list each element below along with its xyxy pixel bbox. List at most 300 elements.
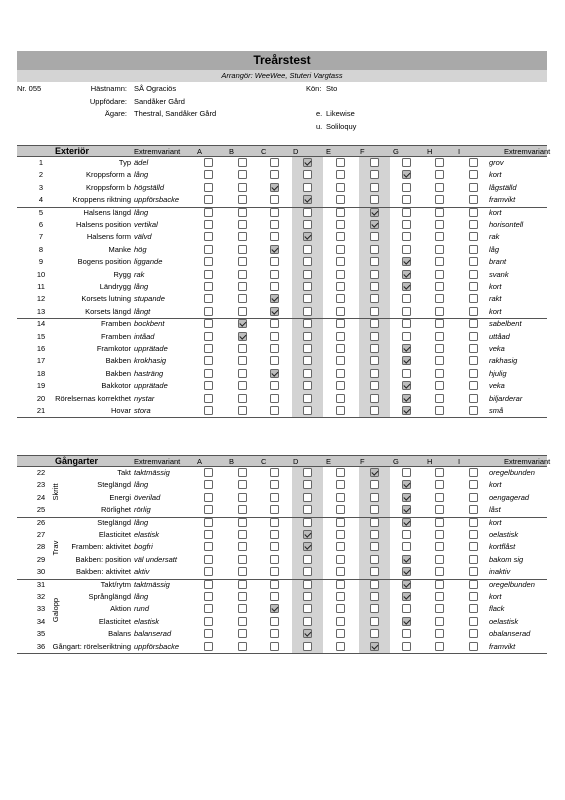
checkbox-a[interactable]	[204, 232, 213, 241]
checkbox-b[interactable]	[238, 282, 247, 291]
checkbox-c[interactable]	[270, 220, 279, 229]
checkbox-i[interactable]	[469, 592, 478, 601]
checkbox-g[interactable]	[402, 307, 411, 316]
checkbox-g[interactable]	[402, 220, 411, 229]
checkbox-i[interactable]	[469, 319, 478, 328]
checkbox-f[interactable]	[370, 369, 379, 378]
checkbox-e[interactable]	[336, 381, 345, 390]
checkbox-b[interactable]	[238, 158, 247, 167]
checkbox-g[interactable]	[402, 369, 411, 378]
checkbox-b[interactable]	[238, 307, 247, 316]
checkbox-a[interactable]	[204, 542, 213, 551]
checkbox-i[interactable]	[469, 629, 478, 638]
checkbox-f[interactable]	[370, 282, 379, 291]
checkbox-h[interactable]	[435, 505, 444, 514]
checkbox-d[interactable]	[303, 480, 312, 489]
checkbox-d[interactable]	[303, 282, 312, 291]
checkbox-d[interactable]	[303, 493, 312, 502]
checkbox-b[interactable]	[238, 555, 247, 564]
checkbox-a[interactable]	[204, 468, 213, 477]
checkbox-h[interactable]	[435, 406, 444, 415]
checkbox-h[interactable]	[435, 332, 444, 341]
checkbox-c[interactable]	[270, 518, 279, 527]
checkbox-c[interactable]	[270, 555, 279, 564]
checkbox-g[interactable]	[402, 270, 411, 279]
checkbox-c[interactable]	[270, 158, 279, 167]
checkbox-h[interactable]	[435, 629, 444, 638]
checkbox-h[interactable]	[435, 170, 444, 179]
checkbox-h[interactable]	[435, 642, 444, 651]
checkbox-f[interactable]	[370, 642, 379, 651]
checkbox-h[interactable]	[435, 257, 444, 266]
checkbox-d[interactable]	[303, 505, 312, 514]
checkbox-f[interactable]	[370, 480, 379, 489]
checkbox-a[interactable]	[204, 307, 213, 316]
checkbox-a[interactable]	[204, 208, 213, 217]
checkbox-g[interactable]	[402, 257, 411, 266]
checkbox-b[interactable]	[238, 604, 247, 613]
checkbox-b[interactable]	[238, 493, 247, 502]
checkbox-b[interactable]	[238, 530, 247, 539]
checkbox-c[interactable]	[270, 542, 279, 551]
checkbox-g[interactable]	[402, 555, 411, 564]
checkbox-f[interactable]	[370, 183, 379, 192]
checkbox-h[interactable]	[435, 270, 444, 279]
checkbox-f[interactable]	[370, 332, 379, 341]
checkbox-i[interactable]	[469, 232, 478, 241]
checkbox-b[interactable]	[238, 505, 247, 514]
checkbox-f[interactable]	[370, 505, 379, 514]
checkbox-b[interactable]	[238, 183, 247, 192]
checkbox-a[interactable]	[204, 530, 213, 539]
checkbox-g[interactable]	[402, 642, 411, 651]
checkbox-h[interactable]	[435, 580, 444, 589]
checkbox-h[interactable]	[435, 208, 444, 217]
checkbox-d[interactable]	[303, 232, 312, 241]
checkbox-f[interactable]	[370, 617, 379, 626]
checkbox-g[interactable]	[402, 406, 411, 415]
checkbox-c[interactable]	[270, 468, 279, 477]
checkbox-f[interactable]	[370, 356, 379, 365]
checkbox-c[interactable]	[270, 604, 279, 613]
checkbox-h[interactable]	[435, 530, 444, 539]
checkbox-a[interactable]	[204, 270, 213, 279]
checkbox-c[interactable]	[270, 208, 279, 217]
checkbox-i[interactable]	[469, 208, 478, 217]
checkbox-c[interactable]	[270, 580, 279, 589]
checkbox-f[interactable]	[370, 195, 379, 204]
checkbox-a[interactable]	[204, 356, 213, 365]
checkbox-e[interactable]	[336, 567, 345, 576]
checkbox-i[interactable]	[469, 406, 478, 415]
checkbox-c[interactable]	[270, 394, 279, 403]
checkbox-i[interactable]	[469, 344, 478, 353]
checkbox-a[interactable]	[204, 604, 213, 613]
checkbox-c[interactable]	[270, 232, 279, 241]
checkbox-c[interactable]	[270, 505, 279, 514]
checkbox-c[interactable]	[270, 270, 279, 279]
checkbox-b[interactable]	[238, 356, 247, 365]
checkbox-a[interactable]	[204, 642, 213, 651]
checkbox-b[interactable]	[238, 170, 247, 179]
checkbox-c[interactable]	[270, 332, 279, 341]
checkbox-i[interactable]	[469, 604, 478, 613]
checkbox-h[interactable]	[435, 592, 444, 601]
checkbox-i[interactable]	[469, 642, 478, 651]
checkbox-i[interactable]	[469, 530, 478, 539]
checkbox-d[interactable]	[303, 332, 312, 341]
checkbox-a[interactable]	[204, 344, 213, 353]
checkbox-f[interactable]	[370, 294, 379, 303]
checkbox-a[interactable]	[204, 294, 213, 303]
checkbox-a[interactable]	[204, 518, 213, 527]
checkbox-f[interactable]	[370, 518, 379, 527]
checkbox-g[interactable]	[402, 232, 411, 241]
checkbox-b[interactable]	[238, 642, 247, 651]
checkbox-a[interactable]	[204, 381, 213, 390]
checkbox-g[interactable]	[402, 567, 411, 576]
checkbox-e[interactable]	[336, 629, 345, 638]
checkbox-a[interactable]	[204, 567, 213, 576]
checkbox-i[interactable]	[469, 294, 478, 303]
checkbox-i[interactable]	[469, 567, 478, 576]
checkbox-f[interactable]	[370, 406, 379, 415]
checkbox-e[interactable]	[336, 617, 345, 626]
checkbox-e[interactable]	[336, 183, 345, 192]
checkbox-d[interactable]	[303, 270, 312, 279]
checkbox-c[interactable]	[270, 344, 279, 353]
checkbox-i[interactable]	[469, 369, 478, 378]
checkbox-h[interactable]	[435, 307, 444, 316]
checkbox-f[interactable]	[370, 493, 379, 502]
checkbox-c[interactable]	[270, 642, 279, 651]
checkbox-c[interactable]	[270, 170, 279, 179]
checkbox-g[interactable]	[402, 195, 411, 204]
checkbox-h[interactable]	[435, 493, 444, 502]
checkbox-b[interactable]	[238, 468, 247, 477]
checkbox-b[interactable]	[238, 319, 247, 328]
checkbox-e[interactable]	[336, 580, 345, 589]
checkbox-d[interactable]	[303, 617, 312, 626]
checkbox-h[interactable]	[435, 183, 444, 192]
checkbox-c[interactable]	[270, 369, 279, 378]
checkbox-h[interactable]	[435, 604, 444, 613]
checkbox-i[interactable]	[469, 170, 478, 179]
checkbox-i[interactable]	[469, 270, 478, 279]
checkbox-a[interactable]	[204, 592, 213, 601]
checkbox-f[interactable]	[370, 555, 379, 564]
checkbox-e[interactable]	[336, 555, 345, 564]
checkbox-c[interactable]	[270, 356, 279, 365]
checkbox-f[interactable]	[370, 629, 379, 638]
checkbox-h[interactable]	[435, 381, 444, 390]
checkbox-g[interactable]	[402, 282, 411, 291]
checkbox-i[interactable]	[469, 195, 478, 204]
checkbox-d[interactable]	[303, 394, 312, 403]
checkbox-h[interactable]	[435, 542, 444, 551]
checkbox-g[interactable]	[402, 530, 411, 539]
checkbox-i[interactable]	[469, 158, 478, 167]
checkbox-c[interactable]	[270, 195, 279, 204]
checkbox-b[interactable]	[238, 580, 247, 589]
checkbox-g[interactable]	[402, 468, 411, 477]
checkbox-b[interactable]	[238, 592, 247, 601]
checkbox-g[interactable]	[402, 208, 411, 217]
checkbox-f[interactable]	[370, 592, 379, 601]
checkbox-e[interactable]	[336, 505, 345, 514]
checkbox-a[interactable]	[204, 170, 213, 179]
checkbox-i[interactable]	[469, 555, 478, 564]
checkbox-c[interactable]	[270, 319, 279, 328]
checkbox-d[interactable]	[303, 567, 312, 576]
checkbox-e[interactable]	[336, 245, 345, 254]
checkbox-d[interactable]	[303, 319, 312, 328]
checkbox-e[interactable]	[336, 394, 345, 403]
checkbox-e[interactable]	[336, 232, 345, 241]
checkbox-e[interactable]	[336, 158, 345, 167]
checkbox-e[interactable]	[336, 530, 345, 539]
checkbox-g[interactable]	[402, 518, 411, 527]
checkbox-i[interactable]	[469, 307, 478, 316]
checkbox-g[interactable]	[402, 294, 411, 303]
checkbox-f[interactable]	[370, 567, 379, 576]
checkbox-a[interactable]	[204, 493, 213, 502]
checkbox-a[interactable]	[204, 245, 213, 254]
checkbox-h[interactable]	[435, 518, 444, 527]
checkbox-b[interactable]	[238, 232, 247, 241]
checkbox-e[interactable]	[336, 592, 345, 601]
checkbox-a[interactable]	[204, 158, 213, 167]
checkbox-g[interactable]	[402, 617, 411, 626]
checkbox-d[interactable]	[303, 629, 312, 638]
checkbox-g[interactable]	[402, 480, 411, 489]
checkbox-e[interactable]	[336, 220, 345, 229]
checkbox-g[interactable]	[402, 319, 411, 328]
checkbox-c[interactable]	[270, 307, 279, 316]
checkbox-i[interactable]	[469, 468, 478, 477]
checkbox-f[interactable]	[370, 542, 379, 551]
checkbox-i[interactable]	[469, 617, 478, 626]
checkbox-a[interactable]	[204, 332, 213, 341]
checkbox-d[interactable]	[303, 580, 312, 589]
checkbox-d[interactable]	[303, 344, 312, 353]
checkbox-a[interactable]	[204, 555, 213, 564]
checkbox-i[interactable]	[469, 480, 478, 489]
checkbox-c[interactable]	[270, 294, 279, 303]
checkbox-d[interactable]	[303, 406, 312, 415]
checkbox-e[interactable]	[336, 468, 345, 477]
checkbox-b[interactable]	[238, 406, 247, 415]
checkbox-e[interactable]	[336, 195, 345, 204]
checkbox-i[interactable]	[469, 381, 478, 390]
checkbox-a[interactable]	[204, 406, 213, 415]
checkbox-h[interactable]	[435, 232, 444, 241]
checkbox-c[interactable]	[270, 282, 279, 291]
checkbox-a[interactable]	[204, 183, 213, 192]
checkbox-d[interactable]	[303, 294, 312, 303]
checkbox-a[interactable]	[204, 617, 213, 626]
checkbox-d[interactable]	[303, 381, 312, 390]
checkbox-d[interactable]	[303, 170, 312, 179]
checkbox-d[interactable]	[303, 356, 312, 365]
checkbox-f[interactable]	[370, 232, 379, 241]
checkbox-e[interactable]	[336, 307, 345, 316]
checkbox-g[interactable]	[402, 542, 411, 551]
checkbox-b[interactable]	[238, 369, 247, 378]
checkbox-h[interactable]	[435, 282, 444, 291]
checkbox-f[interactable]	[370, 530, 379, 539]
checkbox-g[interactable]	[402, 505, 411, 514]
checkbox-e[interactable]	[336, 518, 345, 527]
checkbox-i[interactable]	[469, 493, 478, 502]
checkbox-d[interactable]	[303, 518, 312, 527]
checkbox-h[interactable]	[435, 555, 444, 564]
checkbox-a[interactable]	[204, 480, 213, 489]
checkbox-i[interactable]	[469, 394, 478, 403]
checkbox-e[interactable]	[336, 542, 345, 551]
checkbox-g[interactable]	[402, 356, 411, 365]
checkbox-h[interactable]	[435, 356, 444, 365]
checkbox-b[interactable]	[238, 394, 247, 403]
checkbox-e[interactable]	[336, 493, 345, 502]
checkbox-b[interactable]	[238, 294, 247, 303]
checkbox-a[interactable]	[204, 282, 213, 291]
checkbox-g[interactable]	[402, 183, 411, 192]
checkbox-g[interactable]	[402, 170, 411, 179]
checkbox-e[interactable]	[336, 480, 345, 489]
checkbox-d[interactable]	[303, 530, 312, 539]
checkbox-d[interactable]	[303, 195, 312, 204]
checkbox-d[interactable]	[303, 369, 312, 378]
checkbox-b[interactable]	[238, 208, 247, 217]
checkbox-b[interactable]	[238, 480, 247, 489]
checkbox-b[interactable]	[238, 629, 247, 638]
checkbox-c[interactable]	[270, 257, 279, 266]
checkbox-e[interactable]	[336, 369, 345, 378]
checkbox-a[interactable]	[204, 629, 213, 638]
checkbox-e[interactable]	[336, 332, 345, 341]
checkbox-h[interactable]	[435, 220, 444, 229]
checkbox-f[interactable]	[370, 257, 379, 266]
checkbox-e[interactable]	[336, 604, 345, 613]
checkbox-d[interactable]	[303, 604, 312, 613]
checkbox-g[interactable]	[402, 394, 411, 403]
checkbox-b[interactable]	[238, 332, 247, 341]
checkbox-e[interactable]	[336, 344, 345, 353]
checkbox-b[interactable]	[238, 344, 247, 353]
checkbox-f[interactable]	[370, 158, 379, 167]
checkbox-i[interactable]	[469, 356, 478, 365]
checkbox-a[interactable]	[204, 257, 213, 266]
checkbox-i[interactable]	[469, 542, 478, 551]
checkbox-e[interactable]	[336, 406, 345, 415]
checkbox-e[interactable]	[336, 170, 345, 179]
checkbox-d[interactable]	[303, 158, 312, 167]
checkbox-b[interactable]	[238, 381, 247, 390]
checkbox-i[interactable]	[469, 282, 478, 291]
checkbox-d[interactable]	[303, 257, 312, 266]
checkbox-f[interactable]	[370, 468, 379, 477]
checkbox-h[interactable]	[435, 480, 444, 489]
checkbox-f[interactable]	[370, 344, 379, 353]
checkbox-a[interactable]	[204, 220, 213, 229]
checkbox-a[interactable]	[204, 580, 213, 589]
checkbox-i[interactable]	[469, 580, 478, 589]
checkbox-b[interactable]	[238, 220, 247, 229]
checkbox-f[interactable]	[370, 580, 379, 589]
checkbox-f[interactable]	[370, 604, 379, 613]
checkbox-e[interactable]	[336, 294, 345, 303]
checkbox-b[interactable]	[238, 518, 247, 527]
checkbox-g[interactable]	[402, 158, 411, 167]
checkbox-c[interactable]	[270, 530, 279, 539]
checkbox-h[interactable]	[435, 567, 444, 576]
checkbox-d[interactable]	[303, 592, 312, 601]
checkbox-h[interactable]	[435, 344, 444, 353]
checkbox-h[interactable]	[435, 369, 444, 378]
checkbox-c[interactable]	[270, 406, 279, 415]
checkbox-d[interactable]	[303, 183, 312, 192]
checkbox-b[interactable]	[238, 195, 247, 204]
checkbox-i[interactable]	[469, 257, 478, 266]
checkbox-f[interactable]	[370, 245, 379, 254]
checkbox-d[interactable]	[303, 307, 312, 316]
checkbox-c[interactable]	[270, 480, 279, 489]
checkbox-c[interactable]	[270, 567, 279, 576]
checkbox-c[interactable]	[270, 381, 279, 390]
checkbox-g[interactable]	[402, 344, 411, 353]
checkbox-b[interactable]	[238, 617, 247, 626]
checkbox-g[interactable]	[402, 245, 411, 254]
checkbox-g[interactable]	[402, 493, 411, 502]
checkbox-i[interactable]	[469, 220, 478, 229]
checkbox-g[interactable]	[402, 381, 411, 390]
checkbox-b[interactable]	[238, 567, 247, 576]
checkbox-f[interactable]	[370, 307, 379, 316]
checkbox-d[interactable]	[303, 220, 312, 229]
checkbox-a[interactable]	[204, 369, 213, 378]
checkbox-h[interactable]	[435, 468, 444, 477]
checkbox-d[interactable]	[303, 468, 312, 477]
checkbox-e[interactable]	[336, 257, 345, 266]
checkbox-h[interactable]	[435, 158, 444, 167]
checkbox-b[interactable]	[238, 542, 247, 551]
checkbox-g[interactable]	[402, 629, 411, 638]
checkbox-f[interactable]	[370, 270, 379, 279]
checkbox-e[interactable]	[336, 282, 345, 291]
checkbox-b[interactable]	[238, 270, 247, 279]
checkbox-b[interactable]	[238, 245, 247, 254]
checkbox-h[interactable]	[435, 617, 444, 626]
checkbox-e[interactable]	[336, 356, 345, 365]
checkbox-c[interactable]	[270, 493, 279, 502]
checkbox-f[interactable]	[370, 208, 379, 217]
checkbox-d[interactable]	[303, 208, 312, 217]
checkbox-a[interactable]	[204, 505, 213, 514]
checkbox-c[interactable]	[270, 183, 279, 192]
checkbox-g[interactable]	[402, 592, 411, 601]
checkbox-d[interactable]	[303, 642, 312, 651]
checkbox-b[interactable]	[238, 257, 247, 266]
checkbox-f[interactable]	[370, 319, 379, 328]
checkbox-g[interactable]	[402, 332, 411, 341]
checkbox-f[interactable]	[370, 170, 379, 179]
checkbox-c[interactable]	[270, 592, 279, 601]
checkbox-e[interactable]	[336, 270, 345, 279]
checkbox-d[interactable]	[303, 245, 312, 254]
checkbox-f[interactable]	[370, 381, 379, 390]
checkbox-a[interactable]	[204, 195, 213, 204]
